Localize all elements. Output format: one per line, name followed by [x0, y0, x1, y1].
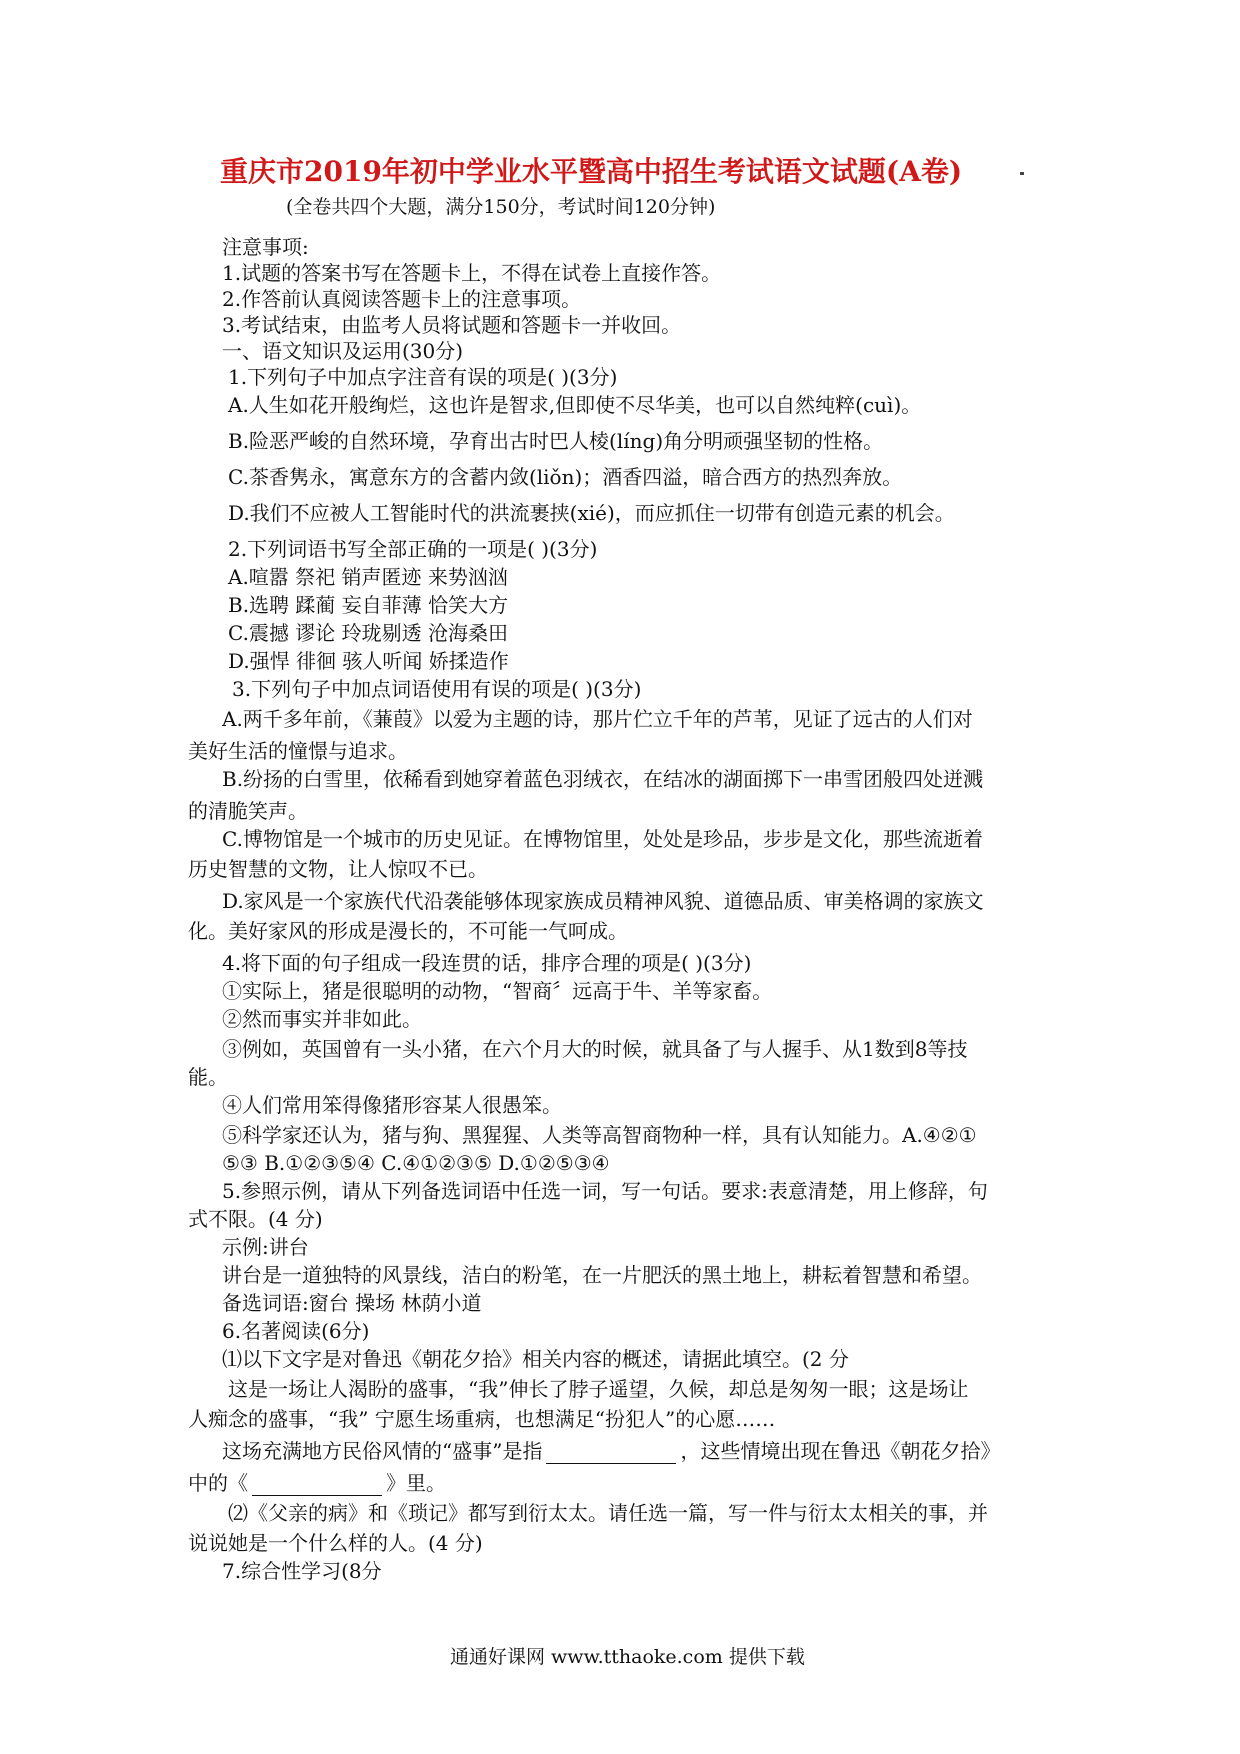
subquestion-2-line1: ⑵《父亲的病》和《琐记》都写到衍太太。请任选一篇，写一件与衍太太相关的事，并: [228, 1501, 988, 1525]
question-stem: 6.名著阅读(6分): [222, 1319, 370, 1343]
option-c-line1: C.博物馆是一个城市的历史见证。在博物馆里，处处是珍品，步步是文化，那些流逝着: [222, 827, 983, 851]
section-heading: 一、语文知识及运用(30分): [222, 339, 464, 363]
notice-item: 2.作答前认真阅读答题卡上的注意事项。: [222, 287, 582, 311]
notice-item: 1.试题的答案书写在答题卡上，不得在试卷上直接作答。: [222, 261, 722, 285]
sentence-3-line1: ③例如，英国曾有一头小猪，在六个月大的时候，就具备了与人握手、从1数到8等技: [222, 1037, 968, 1061]
option-c: C.茶香隽永，寓意东方的含蓄内敛(liǒn)；酒香四溢，暗合西方的热烈奔放。: [228, 465, 903, 489]
option-a-line2: 美好生活的憧憬与追求。: [188, 739, 408, 763]
fill-line2: [188, 1470, 446, 1496]
page-title: 重庆市2019年初中学业水平暨高中招生考试语文试题(A卷): [220, 155, 963, 188]
sentence-3-line2: 能。: [188, 1065, 228, 1089]
option-b: B.险恶严峻的自然环境，孕育出古时巴人棱(líng)角分明顽强坚韧的性格。: [228, 429, 884, 453]
fill-text: 这场充满地方民俗风情的“盛事”是指: [222, 1439, 543, 1463]
sentence-2: ②然而事实并非如此。: [222, 1007, 422, 1031]
question-stem: 2.下列词语书写全部正确的一项是( )(3分): [228, 537, 598, 561]
choice-words: 备选词语:窗台 操场 林荫小道: [222, 1291, 482, 1315]
sentence-1: ①实际上，猪是很聪明的动物，“智商〞远高于牛、羊等家畜。: [222, 979, 773, 1003]
question-stem: 7.综合性学习(8分: [222, 1559, 382, 1583]
option-b-line1: B.纷扬的白雪里，依稀看到她穿着蓝色羽绒衣，在结冰的湖面掷下一串雪团般四处迸溅: [222, 767, 984, 791]
option-c-line2: 历史智慧的文物，让人惊叹不已。: [188, 857, 488, 881]
question-stem: 1.下列句子中加点字注音有误的项是( )(3分): [228, 365, 618, 389]
question-stem-line1: 5.参照示例，请从下列备选词语中任选一词，写一句话。要求:表意清楚，用上修辞，句: [222, 1179, 988, 1203]
subquestion-1: ⑴以下文字是对鲁迅《朝花夕拾》相关内容的概述，请据此填空。(2 分: [222, 1347, 849, 1371]
stray-mark: [1020, 172, 1024, 175]
passage-line1: 这是一场让人渴盼的盛事，“我”伸长了脖子遥望，久候，却总是匆匆一眼；这是场让: [228, 1377, 969, 1401]
option-a-line1: A.两千多年前，《蒹葭》以爱为主题的诗，那片伫立千年的芦苇，见证了远古的人们对: [222, 707, 973, 731]
option-d: D.我们不应被人工智能时代的洪流裹挟(xié)，而应抓住一切带有创造元素的机会。: [228, 501, 955, 525]
example-label: 示例:讲台: [222, 1235, 309, 1259]
option-c: C.震撼 谬论 玲珑剔透 沧海桑田: [228, 621, 509, 645]
sentence-5: ⑤科学家还认为，猪与狗、黑猩猩、人类等高智商物种一样，具有认知能力。A.④②①: [222, 1123, 977, 1147]
option-d: D.强悍 徘徊 骇人听闻 娇揉造作: [228, 649, 509, 673]
option-d-line2: 化。美好家风的形成是漫长的，不可能一气呵成。: [188, 919, 628, 943]
notice-heading: 注意事项:: [222, 235, 309, 259]
footer-source: 通通好课网 www.tthaoke.com 提供下载: [450, 1646, 805, 1668]
sentence-4: ④人们常用笨得像猪形容某人很愚笨。: [222, 1093, 562, 1117]
option-d-line1: D.家风是一个家族代代沿袭能够体现家族成员精神风貌、道德品质、审美格调的家族文: [222, 889, 984, 913]
option-b-line2: 的清脆笑声。: [188, 799, 308, 823]
fill-line1: [222, 1438, 1000, 1464]
fill-text: ，这些情境出现在鲁迅《朝花夕拾》: [680, 1439, 1001, 1463]
exam-subtitle: (全卷共四个大题，满分150分，考试时间120分钟): [286, 196, 716, 218]
answer-options: ⑤③ B.①②③⑤④ C.④①②③⑤ D.①②⑤③④: [222, 1151, 610, 1175]
passage-line2: 人痴念的盛事，“我” 宁愿生场重病，也想满足“扮犯人”的心愿……: [188, 1407, 776, 1431]
option-b: B.选聘 蹂蔺 妄自菲薄 恰笑大方: [228, 593, 509, 617]
answer-blank[interactable]: [252, 1475, 382, 1496]
example-sentence: 讲台是一道独特的风景线，洁白的粉笔，在一片肥沃的黑土地上，耕耘着智慧和希望。: [222, 1263, 982, 1287]
subquestion-2-line2: 说说她是一个什么样的人。(4 分): [188, 1531, 483, 1555]
notice-item: 3.考试结束，由监考人员将试题和答题卡一并收回。: [222, 313, 682, 337]
question-stem-line2: 式不限。(4 分): [188, 1207, 323, 1231]
option-a: A.人生如花开般绚烂，这也许是智求,但即使不尽华美，也可以自然纯粹(cuì)。: [228, 393, 922, 417]
option-a: A.喧嚣 祭祀 销声匿迹 来势汹汹: [228, 565, 508, 589]
answer-blank[interactable]: [546, 1443, 676, 1464]
question-stem: 3.下列句子中加点词语使用有误的项是( )(3分): [232, 677, 642, 701]
question-stem: 4.将下面的句子组成一段连贯的话，排序合理的项是( )(3分): [222, 951, 752, 975]
fill-text: 》里。: [386, 1471, 446, 1495]
fill-text: 中的《: [188, 1471, 248, 1495]
